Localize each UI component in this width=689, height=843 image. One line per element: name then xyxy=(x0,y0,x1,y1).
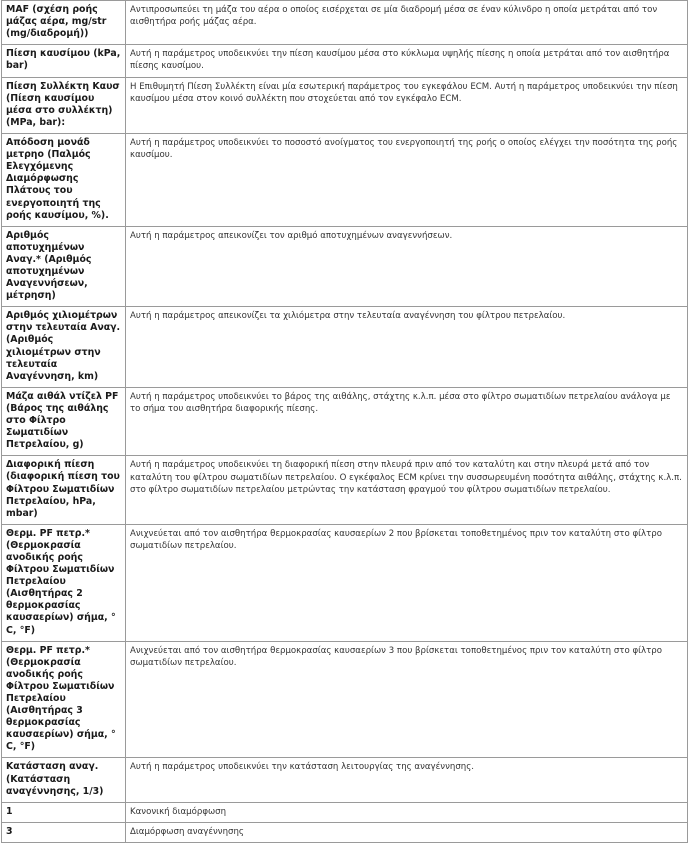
parameter-description: Αυτή η παράμετρος απεικονίζει τα χιλιόμετρα στην τελευταία αναγέννηση του φίλτρου πετρελαίου. xyxy=(126,307,688,388)
parameter-table xyxy=(1,0,688,843)
parameter-value: 3 xyxy=(2,822,126,842)
parameter-description: Αυτή η παράμετρος απεικονίζει τον αριθμό αποτυχημένων αναγεννήσεων. xyxy=(126,226,688,307)
table-row xyxy=(2,802,688,822)
table-row xyxy=(2,1,688,45)
parameter-name: Θερμ. PF πετρ.* (Θερμοκρασία ανοδικής ροής Φίλτρου Σωματιδίων Πετρελαίου (Αισθητήρας 3 θερμοκρασίας καυσαερίων) σήμα, ° C, °F) xyxy=(2,641,126,758)
table-row xyxy=(2,822,688,842)
parameter-description: Η Επιθυμητή Πίεση Συλλέκτη είναι μία εσωτερική παράμετρος του εγκεφάλου ECM. Αυτή η παράμετρος υποδεικνύει την πίεση καυσίμου μέσα στον κοινό συλλέκτη που στοχεύεται από τον εγκέφαλο ECM. xyxy=(126,77,688,133)
parameter-name: Απόδοση μονάδ μετρηο (Παλμός Ελεγχόμενης Διαμόρφωσης Πλάτους του ενεργοποιητή της ροής καυσίμου, %). xyxy=(2,134,126,227)
parameter-name: Αριθμός αποτυχημένων Αναγ.* (Αριθμός αποτυχημένων Αναγεννήσεων, μέτρηση) xyxy=(2,226,126,307)
table-row xyxy=(2,77,688,133)
parameter-description: Αυτή η παράμετρος υποδεικνύει το ποσοστό ανοίγματος του ενεργοποιητή της ροής ο οποίος ελέγχει την ποσότητα της ροής καυσίμου. xyxy=(126,134,688,227)
parameter-name: Αριθμός χιλιομέτρων στην τελευταία Αναγ. (Αριθμός χιλιομέτρων στην τελευταία Αναγέννηση, km) xyxy=(2,307,126,388)
parameter-name: Πίεση καυσίμου (kPa, bar) xyxy=(2,45,126,77)
table-row xyxy=(2,524,688,641)
parameter-name: Διαφορική πίεση (διαφορική πίεση του Φίλτρου Σωματιδίων Πετρελαίου, hPa, mbar) xyxy=(2,456,126,524)
parameter-description: Αυτή η παράμετρος υποδεικνύει την πίεση καυσίμου μέσα στο κύκλωμα υψηλής πίεσης η οποία μετράται από τον αισθητήρα πίεσης καυσίμου. xyxy=(126,45,688,77)
parameter-name: Κατάσταση αναγ. (Κατάσταση αναγέννησης, 1/3) xyxy=(2,758,126,802)
table-row xyxy=(2,387,688,455)
parameter-description: Αντιπροσωπεύει τη μάζα του αέρα ο οποίος εισέρχεται σε μία διαδρομή μέσα σε έναν κύλινδρο η οποία μετράται από τον αισθητήρα ροής μάζας αέρα. xyxy=(126,1,688,45)
parameter-value-description: Κανονική διαμόρφωση xyxy=(126,802,688,822)
parameter-description: Ανιχνεύεται από τον αισθητήρα θερμοκρασίας καυσαερίων 2 που βρίσκεται τοποθετημένος πριν τον καταλύτη στο φίλτρο σωματιδίων πετρελαίου. xyxy=(126,524,688,641)
parameter-value-description: Διαμόρφωση αναγέννησης xyxy=(126,822,688,842)
parameter-name: MAF (σχέση ροής μάζας αέρα, mg/str (mg/διαδρομή)) xyxy=(2,1,126,45)
parameter-description: Αυτή η παράμετρος υποδεικνύει το βάρος της αιθάλης, στάχτης κ.λ.π. μέσα στο φίλτρο σωματιδίων πετρελαίου ανάλογα με το σήμα του αισθητήρα διαφορικής πίεσης. xyxy=(126,387,688,455)
parameter-value: 1 xyxy=(2,802,126,822)
table-row xyxy=(2,641,688,758)
table-row xyxy=(2,226,688,307)
parameter-name: Μάζα αιθάλ ντίζελ PF (Βάρος της αιθάλης στο Φίλτρο Σωματιδίων Πετρελαίου, g) xyxy=(2,387,126,455)
parameter-name: Θερμ. PF πετρ.* (Θερμοκρασία ανοδικής ροής Φίλτρου Σωματιδίων Πετρελαίου (Αισθητήρας 2 θερμοκρασίας καυσαερίων) σήμα, ° C, °F) xyxy=(2,524,126,641)
table-row xyxy=(2,307,688,388)
table-row xyxy=(2,758,688,802)
parameter-description: Ανιχνεύεται από τον αισθητήρα θερμοκρασίας καυσαερίων 3 που βρίσκεται τοποθετημένος πριν τον καταλύτη στο φίλτρο σωματιδίων πετρελαίου. xyxy=(126,641,688,758)
parameter-description: Αυτή η παράμετρος υποδεικνύει τη διαφορική πίεση στην πλευρά πριν από τον καταλύτη και στην πλευρά μετά από τον καταλύτη του φίλτρου σωματιδίων πετρελαίου. Ο εγκέφαλος ECM κρίνει την συσσωρευμένη ποσότητα αιθάλης, στάχτης κ.λ.π. στο φίλτρο σωματιδίων πετρελαίου μετρώντας την κατάσταση φραγμού του φίλτρου σωματιδίων πετρελαίου. xyxy=(126,456,688,524)
parameter-name: Πίεση Συλλέκτη Καυσ (Πίεση καυσίμου μέσα στο συλλέκτη) (MPa, bar): xyxy=(2,77,126,133)
table-row xyxy=(2,45,688,77)
table-row xyxy=(2,134,688,227)
parameter-description: Αυτή η παράμετρος υποδεικνύει την κατάσταση λειτουργίας της αναγέννησης. xyxy=(126,758,688,802)
table-row xyxy=(2,456,688,524)
